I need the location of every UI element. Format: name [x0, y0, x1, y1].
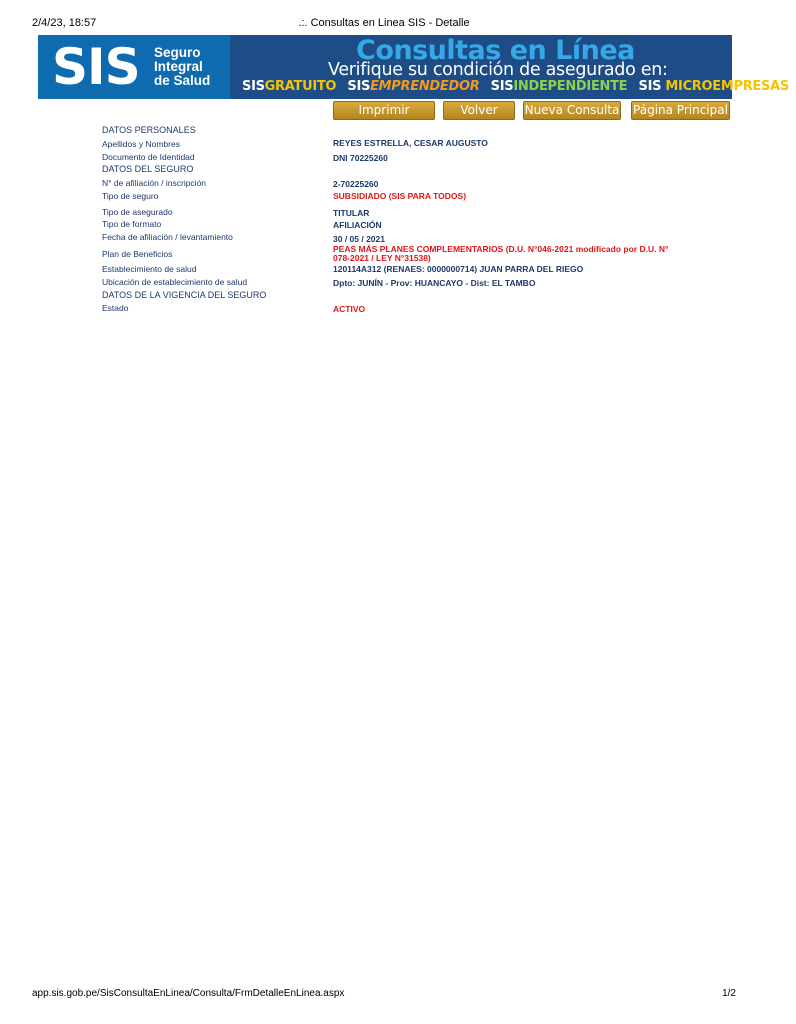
program-list: [242, 79, 796, 94]
label-ubicacion: Ubicación de establecimiento de salud: [102, 277, 248, 287]
label-documento: Documento de Identidad: [102, 152, 195, 162]
imprimir-button[interactable]: Imprimir: [333, 101, 435, 120]
label-tipo-seguro: Tipo de seguro: [102, 191, 159, 201]
value-establecimiento: 120114A312 (RENAES: 0000000714) JUAN PARRA DEL RIEGO: [333, 264, 584, 274]
logo-line-2: Integral: [154, 59, 203, 74]
print-title: .:. Consultas en Linea SIS - Detalle: [298, 17, 470, 29]
logo-line-1: Seguro: [154, 45, 201, 60]
print-header: [32, 17, 736, 31]
value-tipo-formato: AFILIACIÓN: [333, 220, 382, 230]
label-afiliacion: N° de afiliación / inscripción: [102, 178, 207, 188]
label-apellidos: Apellidos y Nombres: [102, 139, 180, 149]
print-url: app.sis.gob.pe/SisConsultaEnLinea/Consulta/FrmDetalleEnLinea.aspx: [32, 988, 345, 999]
label-estado: Estado: [102, 303, 129, 313]
banner-title: Consultas en Línea: [356, 35, 635, 66]
value-estado: ACTIVO: [333, 304, 366, 314]
action-buttons: [0, 101, 768, 119]
sis-banner: [38, 35, 789, 99]
label-fecha: Fecha de afiliación / levantamiento: [102, 232, 233, 242]
label-establecimiento: Establecimiento de salud: [102, 264, 197, 274]
sis-logo-text: SIS: [52, 38, 140, 96]
print-footer: [32, 988, 736, 1002]
volver-button[interactable]: Volver: [443, 101, 515, 120]
banner-subtitle: Verifique su condición de asegurado en:: [328, 60, 668, 80]
label-plan: Plan de Beneficios: [102, 249, 173, 259]
pagina-principal-button[interactable]: Página Principal: [631, 101, 730, 120]
section-datos-personales: DATOS PERSONALES: [102, 125, 196, 135]
value-apellidos: REYES ESTRELLA, CESAR AUGUSTO: [333, 138, 488, 148]
value-ubicacion: Dpto: JUNÍN - Prov: HUANCAYO - Dist: EL TAMBO: [333, 278, 536, 288]
value-documento: DNI 70225260: [333, 153, 388, 163]
section-vigencia: DATOS DE LA VIGENCIA DEL SEGURO: [102, 290, 267, 300]
program-gratuito: SISGRATUITO: [242, 79, 337, 94]
value-fecha: 30 / 05 / 2021: [333, 234, 385, 244]
program-microempresas: SIS MICROEMPRESAS: [638, 79, 789, 94]
nueva-consulta-button[interactable]: Nueva Consulta: [523, 101, 621, 120]
section-datos-seguro: DATOS DEL SEGURO: [102, 164, 194, 174]
sis-logo: [38, 35, 230, 99]
logo-line-3: de Salud: [154, 73, 211, 88]
value-tipo-seguro: SUBSIDIADO (SIS PARA TODOS): [333, 191, 467, 201]
print-date: 2/4/23, 18:57: [32, 17, 97, 29]
program-emprendedor: SISEMPRENDEDOR: [347, 79, 480, 94]
value-afiliacion: 2-70225260: [333, 179, 379, 189]
value-tipo-asegurado: TITULAR: [333, 208, 370, 218]
program-independiente: SISINDEPENDIENTE: [490, 79, 628, 94]
value-plan: PEAS MÁS PLANES COMPLEMENTARIOS (D.U. N°046-2021 modificado por D.U. N° 078-2021 / LEY N°31538): [333, 244, 669, 263]
label-tipo-formato: Tipo de formato: [102, 219, 162, 229]
print-page-number: 1/2: [722, 988, 736, 999]
sis-logo-subtitle: [154, 46, 230, 88]
label-tipo-asegurado: Tipo de asegurado: [102, 207, 173, 217]
